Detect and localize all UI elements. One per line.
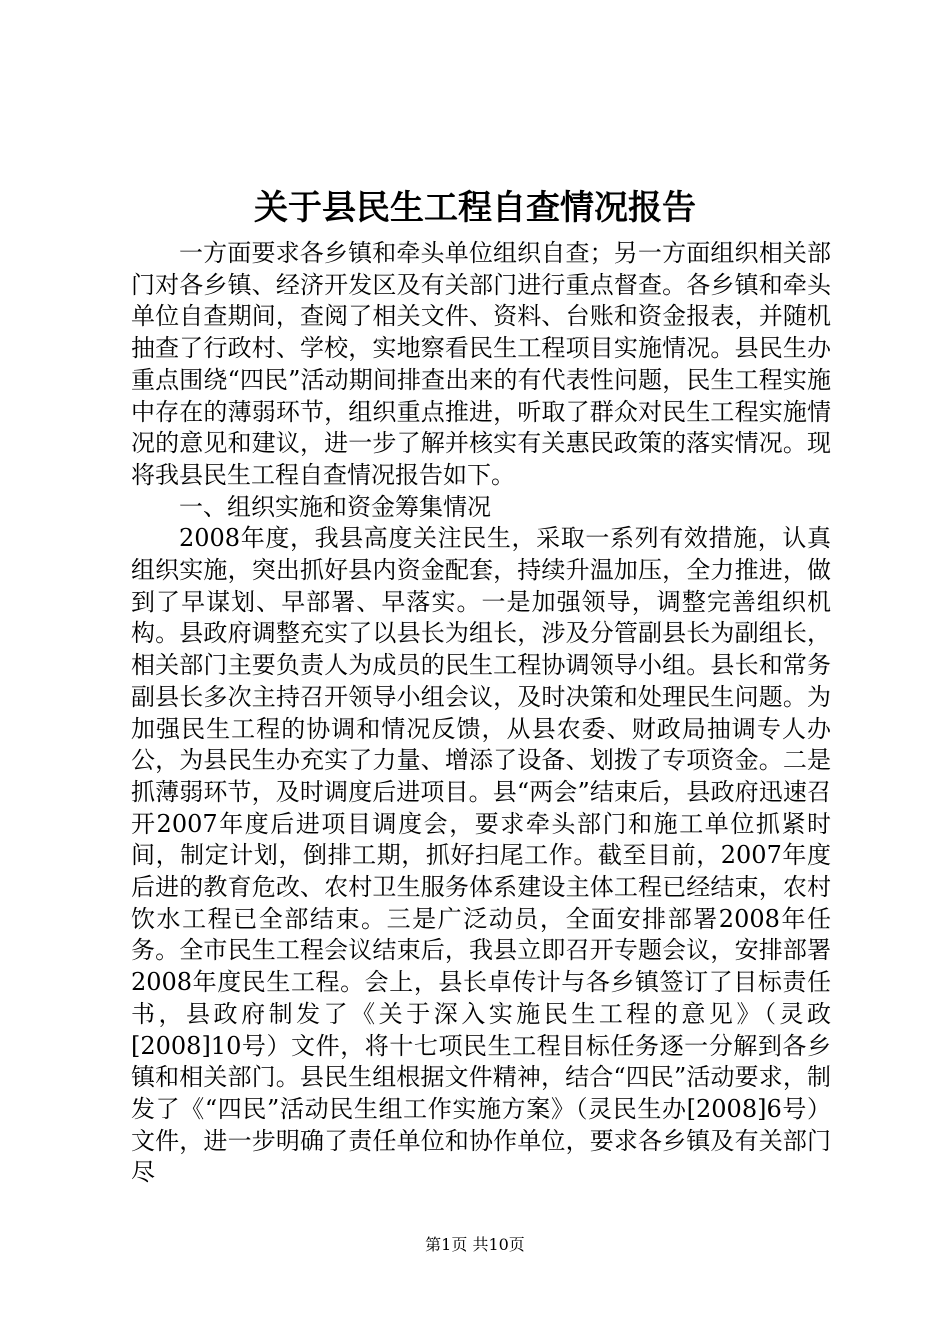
body-paragraph-intro: 一方面要求各乡镇和牵头单位组织自查；另一方面组织相关部门对各乡镇、经济开发区及有关部门进行重点督查。各乡镇和牵头单位自查期间，查阅了相关文件、资料、台账和资金报表，并随机抽查了行政村、学校，实地察看民生工程项目实施情况。县民生办重点围绕“四民”活动期间排查出来的有代表性问题，民生工程实施中存在的薄弱环节，组织重点推进，听取了群众对民生工程实施情况的意见和建议，进一步了解并核实有关惠民政策的落实情况。现将我县民生工程自查情况报告如下。 [131,239,831,489]
page-footer: 第1页 共10页 [425,1235,525,1254]
body-paragraph-section-one: 2008年度，我县高度关注民生，采取一系列有效措施，认真组织实施，突出抓好县内资金配套，持续升温加压，全力推进，做到了早谋划、早部署、早落实。一是加强领导，调整完善组织机构。县政府调整充实了以县长为组长，涉及分管副县长为副组长，相关部门主要负责人为成员的民生工程协调领导小组。县长和常务副县长多次主持召开领导小组会议，及时决策和处理民生问题。为加强民生工程的协调和情况反馈，从县农委、财政局抽调专人办公，为县民生办充实了力量、增添了设备、划拨了专项资金。二是抓薄弱环节，及时调度后进项目。县“两会”结束后，县政府迅速召开2007年度后进项目调度会，要求牵头部门和施工单位抓紧时间，制定计划，倒排工期，抓好扫尾工作。截至目前，2007年度后进的教育危改、农村卫生服务体系建设主体工程已经结束，农村饮水工程已全部结束。三是广泛动员，全面安排部署2008年任务。全市民生工程会议结束后，我县立即召开专题会议，安排部署2008年度民生工程。会上，县长卓传计与各乡镇签订了目标责任书，县政府制发了《关于深入实施民生工程的意见》（灵政[2008]10号）文件，将十七项民生工程目标任务逐一分解到各乡镇和相关部门。县民生组根据文件精神，结合“四民”活动要求，制发了《“四民”活动民生组工作实施方案》（灵民生办[2008]6号）文件，进一步明确了责任单位和协作单位，要求各乡镇及有关部门尽 [131,524,831,1187]
document-title: 关于县民生工程自查情况报告 [254,188,696,228]
document-body [131,238,831,1189]
section-heading: 一、组织实施和资金筹集情况 [179,492,491,521]
